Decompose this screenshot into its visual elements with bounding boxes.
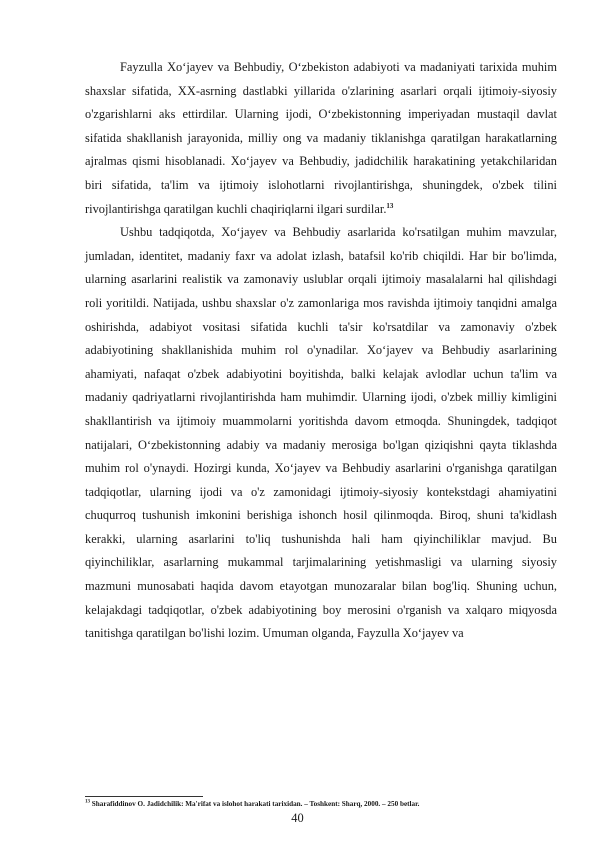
page-number: 40 <box>291 811 304 825</box>
footnote-separator <box>85 796 203 797</box>
footnote-number: 13 <box>85 799 90 805</box>
paragraph-1 <box>85 56 557 221</box>
footnote-text: Sharafiddinov O. Jadidchilik: Ma'rifat va islohot harakati tarixidan. – Toshkent: Sharq, 2000. – 250 betlar. <box>91 800 420 808</box>
footnote <box>85 800 557 809</box>
footnote-reference[interactable]: 13 <box>386 201 394 210</box>
paragraph-1-text: Fayzulla Xoʻjayev va Behbudiy, Oʻzbekiston adabiyoti va madaniyati tarixida muhim shaxslar sifatida, XX-asrning dastlabki yillarida o'zlarining asarlari orqali ijtimoiy-siyosiy o'zgarishlarni aks ettirdilar. Ularning ijodi, Oʻzbekistonning imperiyadan mustaqil davlat sifatida shakllanish jarayonida, milliy ong va madaniy tiklanishga qaratilgan harakatlarning ajralmas qismi hisoblanadi. Xoʻjayev va Behbudiy, jadidchilik harakatining yetakchilaridan biri sifatida, ta'lim va ijtimoiy islohotlarni rivojlantirishga, shuningdek, o'zbek tilini rivojlantirishga qaratilgan kuchli chaqiriqlarni ilgari surdilar. <box>85 60 557 216</box>
page-body <box>85 56 557 646</box>
paragraph-2: Ushbu tadqiqotda, Xoʻjayev va Behbudiy asarlarida ko'rsatilgan muhim mavzular, jumladan, identitet, madaniy faxr va adolat izlash, batafsil ko'rib chiqildi. Har bir bo'limda, ularning asarlarini realistik va zamonaviy uslublar orqali ijtimoiy masalalarni hal qilishdagi roli yoritildi. Natijada, ushbu shaxslar o'z zamonlariga mos ravishda ijtimoiy tanqidni amalga oshirishda, adabiyot vositasi sifatida kuchli ta'sir ko'rsatdilar va zamonaviy o'zbek adabiyotining shakllanishida muhim rol o'ynadilar. Xoʻjayev va Behbudiy asarlarining ahamiyati, nafaqat o'zbek adabiyotini boyitishda, balki kelajak avlodlar uchun ta'lim va madaniy qadriyatlarni rivojlantirishda ham muhimdir. Ularning ijodi, o'zbek milliy kimligini shakllantirish va ijtimoiy muammolarni yoritishda davom etmoqda. Shuningdek, tadqiqot natijalari, Oʻzbekistonning adabiy va madaniy merosiga bo'lgan qiziqishni qayta tiklashda muhim rol o'ynaydi. Hozirgi kunda, Xoʻjayev va Behbudiy asarlarini o'rganishga qaratilgan tadqiqotlar, ularning ijodi va o'z zamonidagi ijtimoiy-siyosiy kontekstdagi ahamiyatini chuqurroq tushunish imkonini berishiga ishonch hosil qilinmoqda. Biroq, shuni ta'kidlash kerakki, ularning asarlarini to'liq tushunishda hali ham qiyinchiliklar mavjud. Bu qiyinchiliklar, asarlarning mukammal tarjimalarining yetishmasligi va ularning siyosiy mazmuni munosabati haqida davom etayotgan munozaralar bilan bog'liq. Shuning uchun, kelajakdagi tadqiqotlar, o'zbek adabiyotining boy merosini o'rganish va xalqaro miqyosda tanitishga qaratilgan bo'lishi lozim. Umuman olganda, Fayzulla Xoʻjayev va <box>85 225 557 641</box>
